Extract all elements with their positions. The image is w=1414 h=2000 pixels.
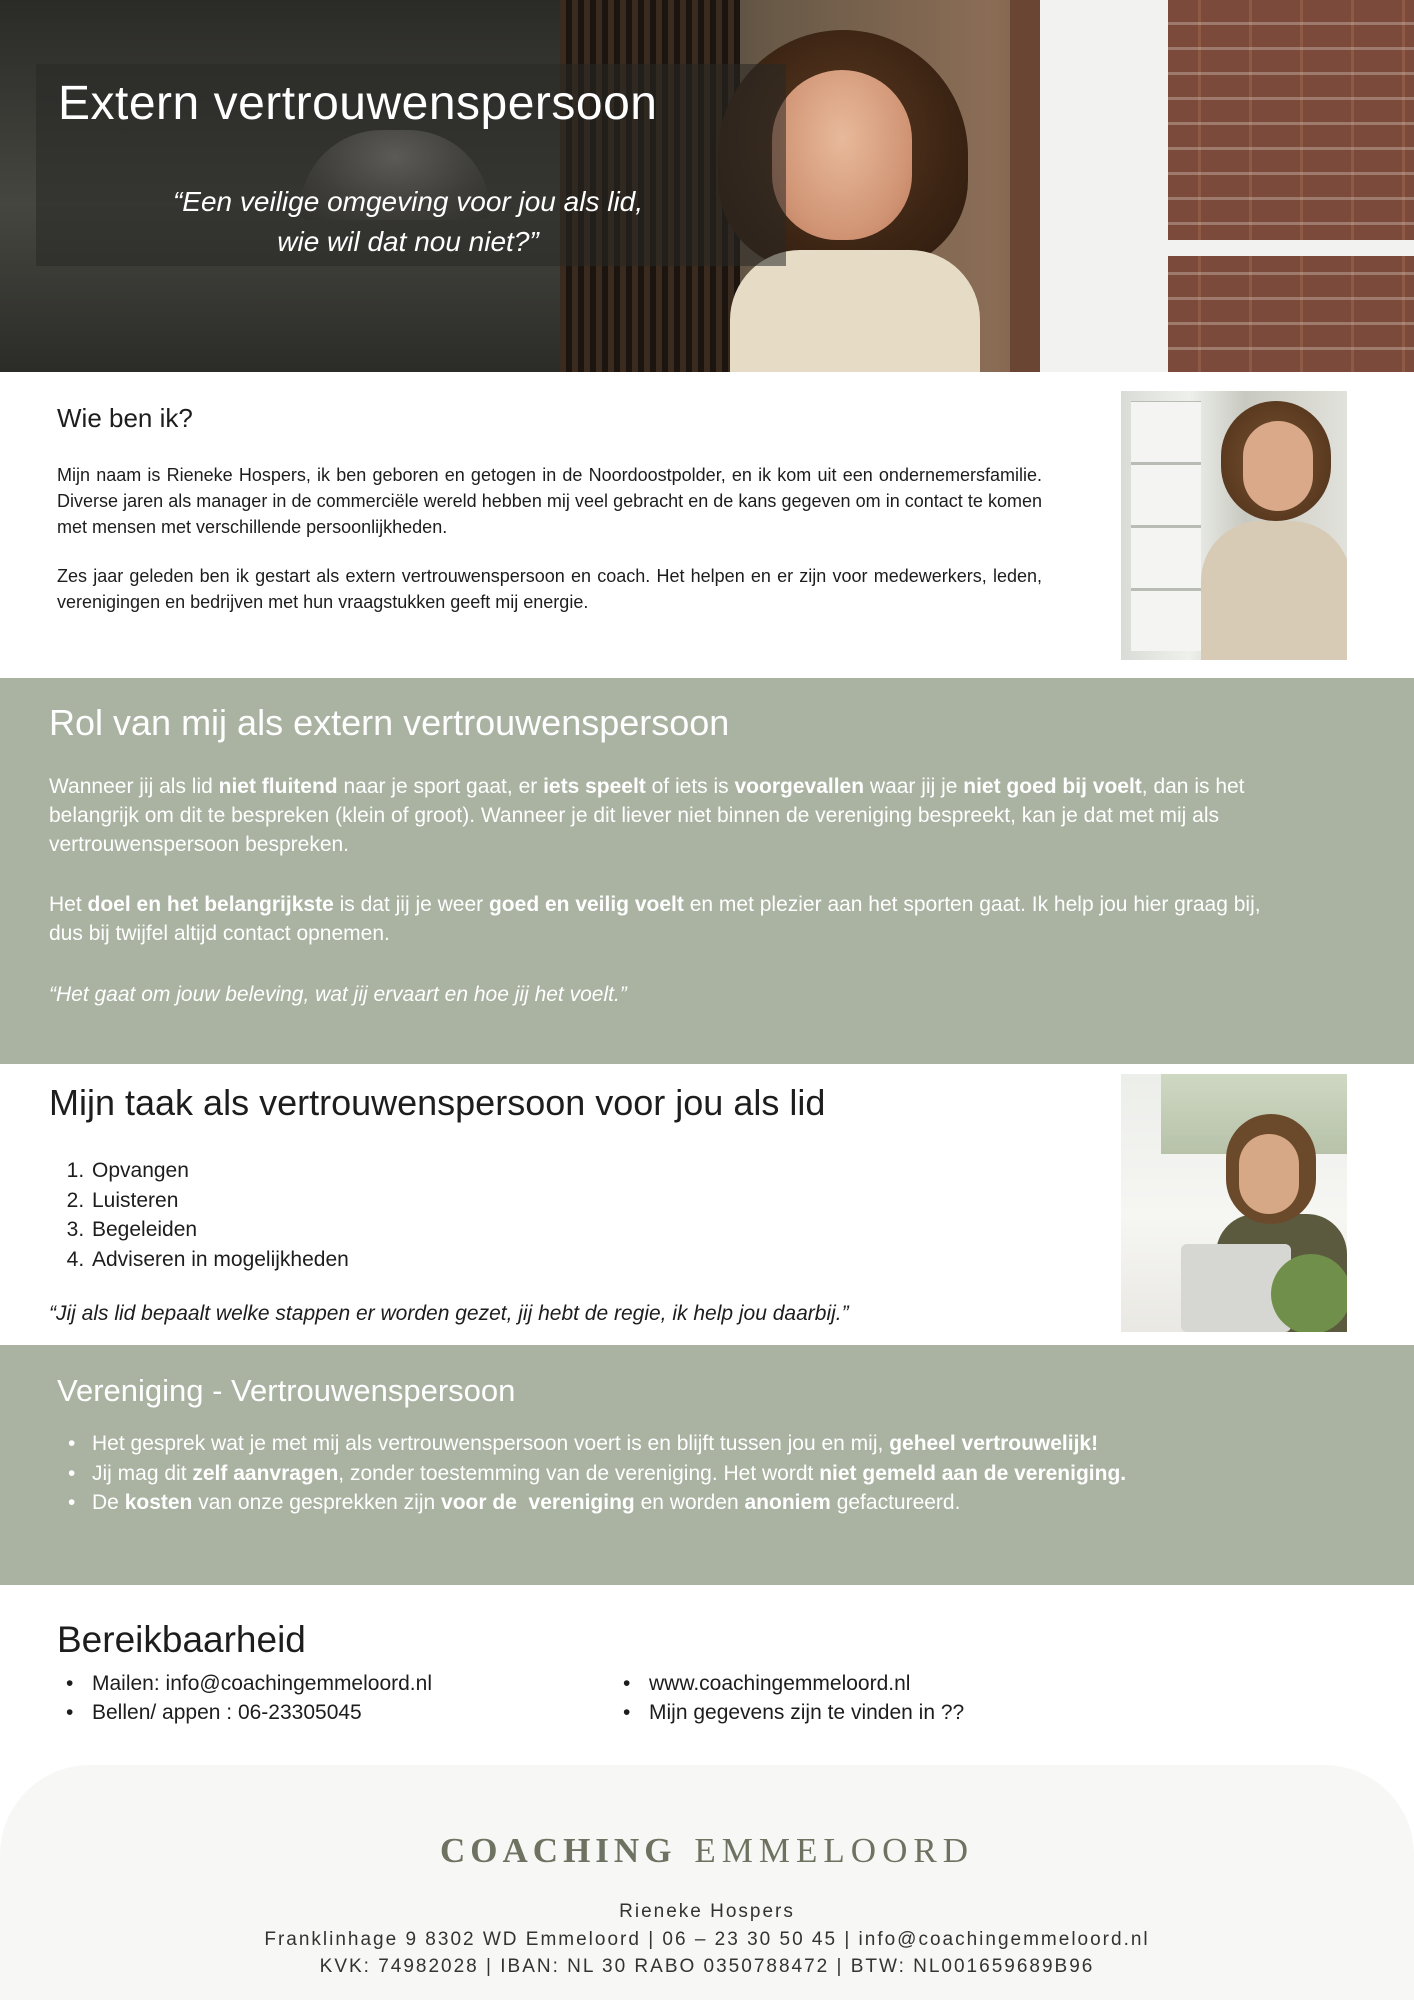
contact-list <box>649 1669 964 1727</box>
list-item: • Jij mag dit zelf aanvragen, zonder toestemming van de vereniging. Het wordt niet gemeld aan de vereniging. <box>92 1459 1126 1489</box>
portrait-photo-laptop <box>1121 1074 1347 1332</box>
list-item: 3. Begeleiden <box>90 1215 349 1245</box>
contact-email[interactable]: • Mailen: info@coachingemmeloord.nl <box>92 1669 432 1698</box>
vereniging-heading: Vereniging - Vertrouwenspersoon <box>57 1373 516 1408</box>
hero-window-frame <box>1040 0 1160 372</box>
list-item: • De kosten van onze gesprekken zijn voor de vereniging en worden anoniem gefactureerd. <box>92 1488 1126 1518</box>
contact-section <box>0 1585 1414 1765</box>
portrait-photo-window <box>1121 391 1347 660</box>
role-quote: “Het gaat om jouw beleving, wat jij ervaart en hoe jij het voelt.” <box>49 983 627 1006</box>
hero-banner <box>0 0 1414 372</box>
footer-registration: KVK: 74982028 | IBAN: NL 30 RABO 0350788472 | BTW: NL001659689B96 <box>319 1956 1095 1977</box>
list-item: • Het gesprek wat je met mij als vertrouwenspersoon voert is en blijft tussen jou en mij, geheel vertrouwelijk! <box>92 1429 1126 1459</box>
contact-phone[interactable]: • Bellen/ appen : 06-23305045 <box>92 1698 432 1727</box>
list-item: 1. Opvangen <box>90 1156 349 1186</box>
footer-name: Rieneke Hospers <box>619 1901 795 1922</box>
vereniging-section <box>0 1345 1414 1585</box>
task-heading: Mijn taak als vertrouwenspersoon voor jou als lid <box>49 1082 826 1123</box>
list-item: 2. Luisteren <box>90 1186 349 1216</box>
brand-logo: COACHING EMMELOORD <box>440 1831 974 1870</box>
task-quote: “Jij als lid bepaalt welke stappen er worden gezet, jij hebt de regie, ik help jou daarbij.” <box>49 1302 849 1325</box>
role-section <box>0 678 1414 1064</box>
about-paragraph: Mijn naam is Rieneke Hospers, ik ben geboren en getogen in de Noordoostpolder, en ik kom uit een ondernemersfamilie. Diverse jaren als manager in de commerciële wereld hebben mij veel gebracht en de kans gegeven om in contact te komen met mensen met verschillende persoonlijkheden. <box>57 465 1042 537</box>
list-item: 4. Adviseren in mogelijkheden <box>90 1245 349 1275</box>
about-heading: Wie ben ik? <box>57 403 193 433</box>
about-paragraph: Zes jaar geleden ben ik gestart als extern vertrouwenspersoon en coach. Het helpen en er zijn voor medewerkers, leden, verenigingen en bedrijven met hun vraagstukken geeft mij energie. <box>57 566 1042 612</box>
footer-address: Franklinhage 9 8302 WD Emmeloord | 06 – 23 30 50 45 | info@coachingemmeloord.nl <box>264 1929 1150 1950</box>
vereniging-list <box>92 1429 1126 1518</box>
contact-list <box>92 1669 432 1727</box>
contact-heading: Bereikbaarheid <box>57 1619 306 1660</box>
role-paragraph: Wanneer jij als lid niet fluitend naar je sport gaat, er iets speelt of iets is voorgevallen waar jij je niet goed bij voelt, dan is het belangrijk om dit te bespreken (klein of groot). Wanneer je dit liever niet binnen de vereniging bespreekt, kan je dat met mij als vertrouwenspersoon bespreken. <box>49 775 1245 856</box>
hero-quote: “Een veilige omgeving voor jou als lid, wie wil dat nou niet?” <box>172 186 644 257</box>
contact-note: • Mijn gegevens zijn te vinden in ?? <box>649 1698 964 1727</box>
task-list <box>90 1156 349 1274</box>
footer <box>0 1765 1414 2000</box>
role-paragraph: Het doel en het belangrijkste is dat jij je weer goed en veilig voelt en met plezier aan het sporten gaat. Ik help jou hier graag bij, dus bij twijfel altijd contact opnemen. <box>49 893 1261 945</box>
hero-brick-wall <box>1150 0 1414 372</box>
contact-website-link[interactable]: • www.coachingemmeloord.nl <box>649 1669 964 1698</box>
role-heading: Rol van mij als extern vertrouwenspersoon <box>49 702 730 743</box>
page-title: Extern vertrouwenspersoon <box>58 77 658 130</box>
